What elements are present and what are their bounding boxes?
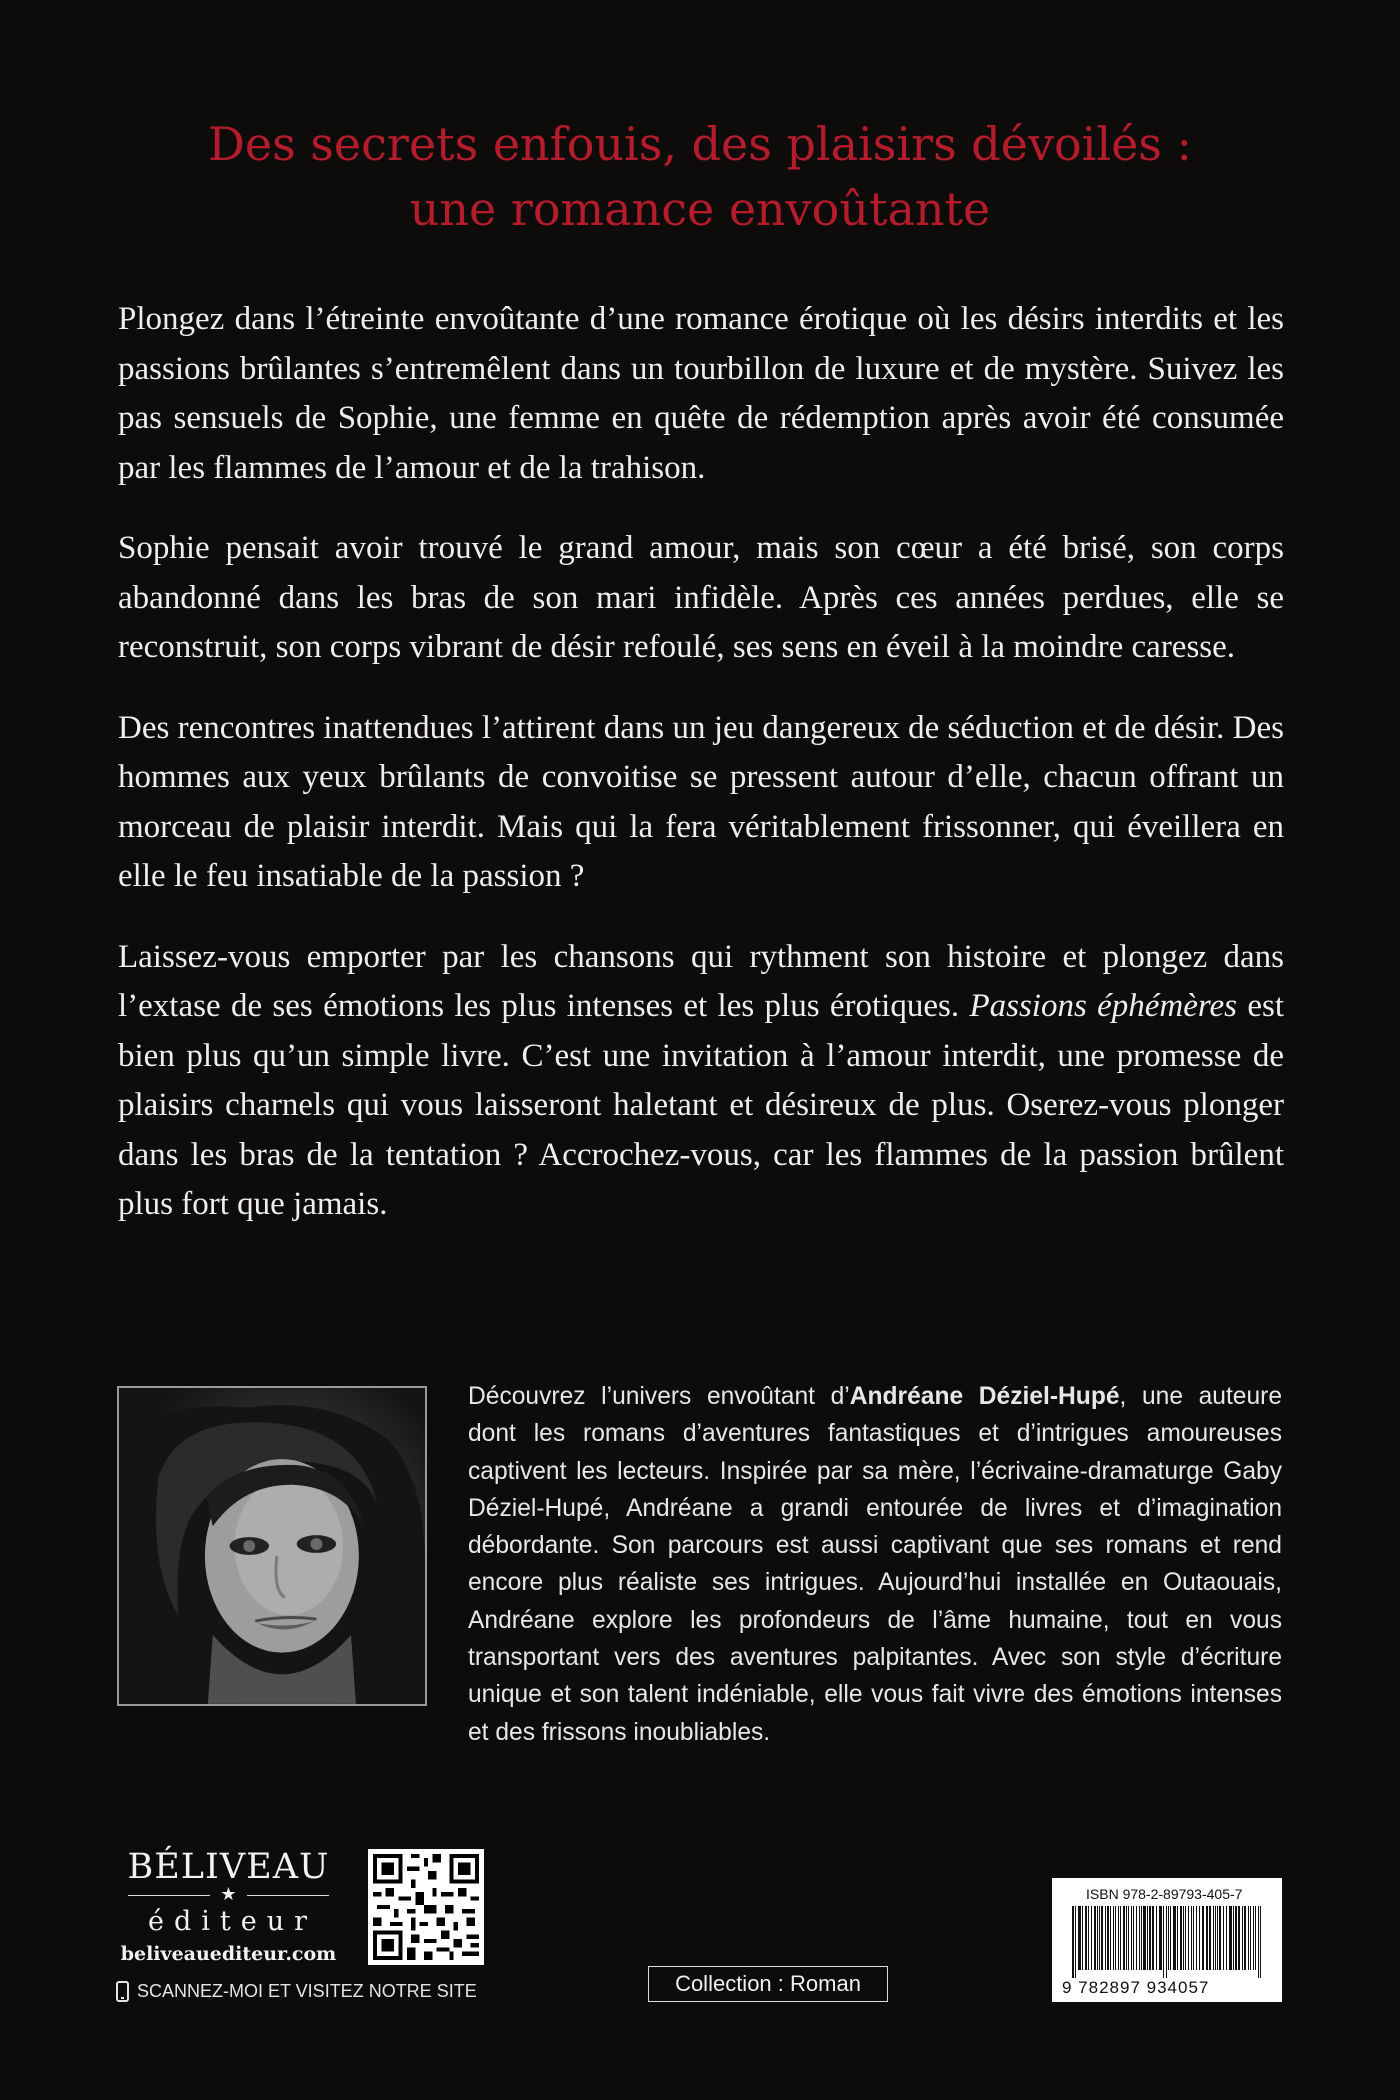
- synopsis-paragraph-4: [118, 933, 1284, 1230]
- barcode-bar: [1215, 1906, 1216, 1970]
- barcode-bar: [1152, 1906, 1154, 1970]
- synopsis: [118, 295, 1284, 1261]
- barcode-bar: [1143, 1906, 1146, 1970]
- barcode-bar: [1250, 1906, 1251, 1970]
- author-bio: [468, 1378, 1282, 1751]
- barcode-bar: [1233, 1906, 1234, 1970]
- star-icon: ★: [116, 1888, 341, 1904]
- collection-badge: [648, 1966, 888, 2002]
- barcode-bar: [1183, 1906, 1184, 1970]
- barcode-bar: [1206, 1906, 1208, 1970]
- barcode-bar: [1136, 1906, 1137, 1970]
- barcode-bar: [1075, 1906, 1076, 1978]
- barcode-bar: [1185, 1906, 1186, 1970]
- barcode-bar: [1213, 1906, 1214, 1970]
- barcode-bar: [1244, 1906, 1246, 1970]
- isbn-barcode: [1052, 1878, 1282, 2002]
- barcode-bar: [1120, 1906, 1121, 1970]
- barcode-bar: [1147, 1906, 1148, 1970]
- barcode-bar: [1188, 1906, 1189, 1970]
- barcode-bar: [1159, 1906, 1162, 1970]
- barcode-bar: [1115, 1906, 1116, 1970]
- barcode-bar: [1173, 1906, 1176, 1970]
- barcode-bars: [1062, 1906, 1272, 1978]
- synopsis-paragraph-1: Plongez dans l’étreinte envoûtante d’une romance érotique où les désirs interdits et les passions brûlantes s’entremêlent dans un tourbillon de luxure et de mystère. Suivez les pas sensuels de Sophie, une femme en quête de rédemption après avoir été consumée par les flammes de l’amour et de la trahison.: [118, 301, 1284, 486]
- barcode-bar: [1123, 1906, 1125, 1970]
- barcode-bar: [1163, 1906, 1164, 1978]
- publisher-url[interactable]: beliveauediteur.com: [120, 1943, 337, 1965]
- barcode-bar: [1133, 1906, 1134, 1970]
- barcode-bar: [1099, 1906, 1100, 1970]
- barcode-bar: [1217, 1906, 1218, 1970]
- isbn-text: ISBN 978-2-89793-405-7: [1086, 1886, 1243, 1902]
- barcode-bar: [1110, 1906, 1111, 1970]
- barcode-bar: [1166, 1906, 1167, 1978]
- synopsis-paragraph-3: Des rencontres inattendues l’attirent dans un jeu dangereux de séduction et de désir. Des hommes aux yeux brûlants de convoitise se pressent autour d’elle, chacun offrant un morceau de plaisir interdit. Mais qui la fera véritablement frissonner, qui éveillera en elle le feu insatiable de la passion ?: [118, 709, 1284, 894]
- barcode-bar: [1196, 1906, 1197, 1970]
- synopsis-p4-start: Laissez-vous emporter par les chansons qui rythment son histoire et plongez dans l’extase de ses émotions les plus intenses et les plus érotiques.: [118, 938, 1284, 1024]
- barcode-bar: [1118, 1906, 1119, 1970]
- publisher-name: BÉLIVEAU: [127, 1847, 330, 1887]
- barcode-bar: [1170, 1906, 1171, 1970]
- barcode-bar: [1139, 1906, 1140, 1970]
- barcode-bar: [1149, 1906, 1151, 1970]
- barcode-bar: [1229, 1906, 1232, 1970]
- barcode-bar: [1248, 1906, 1249, 1970]
- barcode-bar: [1191, 1906, 1192, 1970]
- headline-line-1: Des secrets enfouis, des plaisirs dévoilés :: [207, 117, 1193, 171]
- barcode-bar: [1082, 1906, 1083, 1970]
- barcode-bar: [1131, 1906, 1132, 1970]
- author-portrait-image: [119, 1388, 425, 1704]
- barcode-bar: [1242, 1906, 1243, 1970]
- synopsis-p4-end: est bien plus qu’un simple livre. C’est une invitation à l’amour interdit, une promesse de plaisirs charnels qui vous laisseront haletant et désireux de plus. Oserez-vous plonger dans les bras de la tentation ? Accrochez-vous, car les flammes de la passion brûlent plus fort que jamais.: [118, 988, 1285, 1222]
- book-title: Passions éphémères: [969, 988, 1238, 1024]
- barcode-bar: [1105, 1906, 1106, 1970]
- barcode-bar: [1199, 1906, 1200, 1970]
- barcode-bar: [1085, 1906, 1087, 1970]
- author-bio-start: Découvrez l’univers envoûtant d’: [468, 1383, 850, 1410]
- barcode-bar: [1219, 1906, 1221, 1970]
- barcode-bar: [1168, 1906, 1169, 1970]
- barcode-bar: [1226, 1906, 1227, 1970]
- qr-code-icon[interactable]: [368, 1849, 484, 1965]
- collection-label: Collection : Roman: [675, 1971, 861, 1996]
- barcode-bar: [1078, 1906, 1081, 1970]
- barcode-bar: [1141, 1906, 1142, 1970]
- barcode-bar: [1235, 1906, 1237, 1970]
- barcode-bar: [1128, 1906, 1129, 1970]
- barcode-bar: [1223, 1906, 1224, 1970]
- barcode-bar: [1107, 1906, 1109, 1970]
- barcode-bar: [1260, 1906, 1261, 1978]
- barcode-bar: [1091, 1906, 1092, 1970]
- headline-line-2: une romance envoûtante: [409, 182, 991, 236]
- barcode-bar: [1209, 1906, 1211, 1970]
- barcode-bar: [1258, 1906, 1259, 1978]
- barcode-digits: 9 782897 934057: [1062, 1978, 1210, 1997]
- barcode-bar: [1088, 1906, 1089, 1970]
- phone-icon: [116, 1981, 129, 2002]
- barcode-bar: [1255, 1906, 1256, 1970]
- barcode-bar: [1097, 1906, 1098, 1970]
- headline: [60, 112, 1340, 242]
- author-photo: [117, 1386, 427, 1706]
- barcode-bar: [1126, 1906, 1127, 1970]
- barcode-bar: [1180, 1906, 1182, 1970]
- scan-instruction: [116, 1981, 477, 2002]
- scan-label: SCANNEZ-MOI ET VISITEZ NOTRE SITE: [137, 1981, 477, 2001]
- barcode-bar: [1072, 1906, 1074, 1978]
- barcode-bar: [1202, 1906, 1204, 1970]
- barcode-bar: [1193, 1906, 1194, 1970]
- barcode-bar: [1238, 1906, 1240, 1970]
- publisher-subtitle: éditeur: [147, 1906, 318, 1937]
- barcode-bar: [1113, 1906, 1114, 1970]
- barcode-bar: [1177, 1906, 1178, 1970]
- barcode-bar: [1094, 1906, 1096, 1970]
- barcode-bar: [1253, 1906, 1254, 1970]
- barcode-bar: [1156, 1906, 1157, 1970]
- author-bio-end: , une auteure dont les romans d’aventures fantastiques et d’intrigues amoureuses captivent les lecteurs. Inspirée par sa mère, l’écrivaine-dramaturge Gaby Déziel-Hupé, Andréane a grandi entourée de livres et d’imagination débordante. Son parcours est aussi captivant que ses romans et rend encore plus réaliste ses intrigues. Aujourd’hui installée en Outaouais, Andréane explore les profondeurs de l’âme humaine, tout en vous transportant vers des aventures palpitantes. Avec son style d’écriture unique et son talent indéniable, elle vous fait vivre des émotions intenses et des frissons inoubliables.: [468, 1383, 1283, 1746]
- barcode-bar: [1101, 1906, 1103, 1970]
- synopsis-paragraph-2: Sophie pensait avoir trouvé le grand amour, mais son cœur a été brisé, son corps abandonné dans les bras de son mari infidèle. Après ces années perdues, elle se reconstruit, son corps vibrant de désir refoulé, ses sens en éveil à la moindre caresse.: [118, 530, 1284, 665]
- publisher-logo: [116, 1846, 341, 1968]
- author-name: Andréane Déziel-Hupé: [849, 1383, 1120, 1410]
